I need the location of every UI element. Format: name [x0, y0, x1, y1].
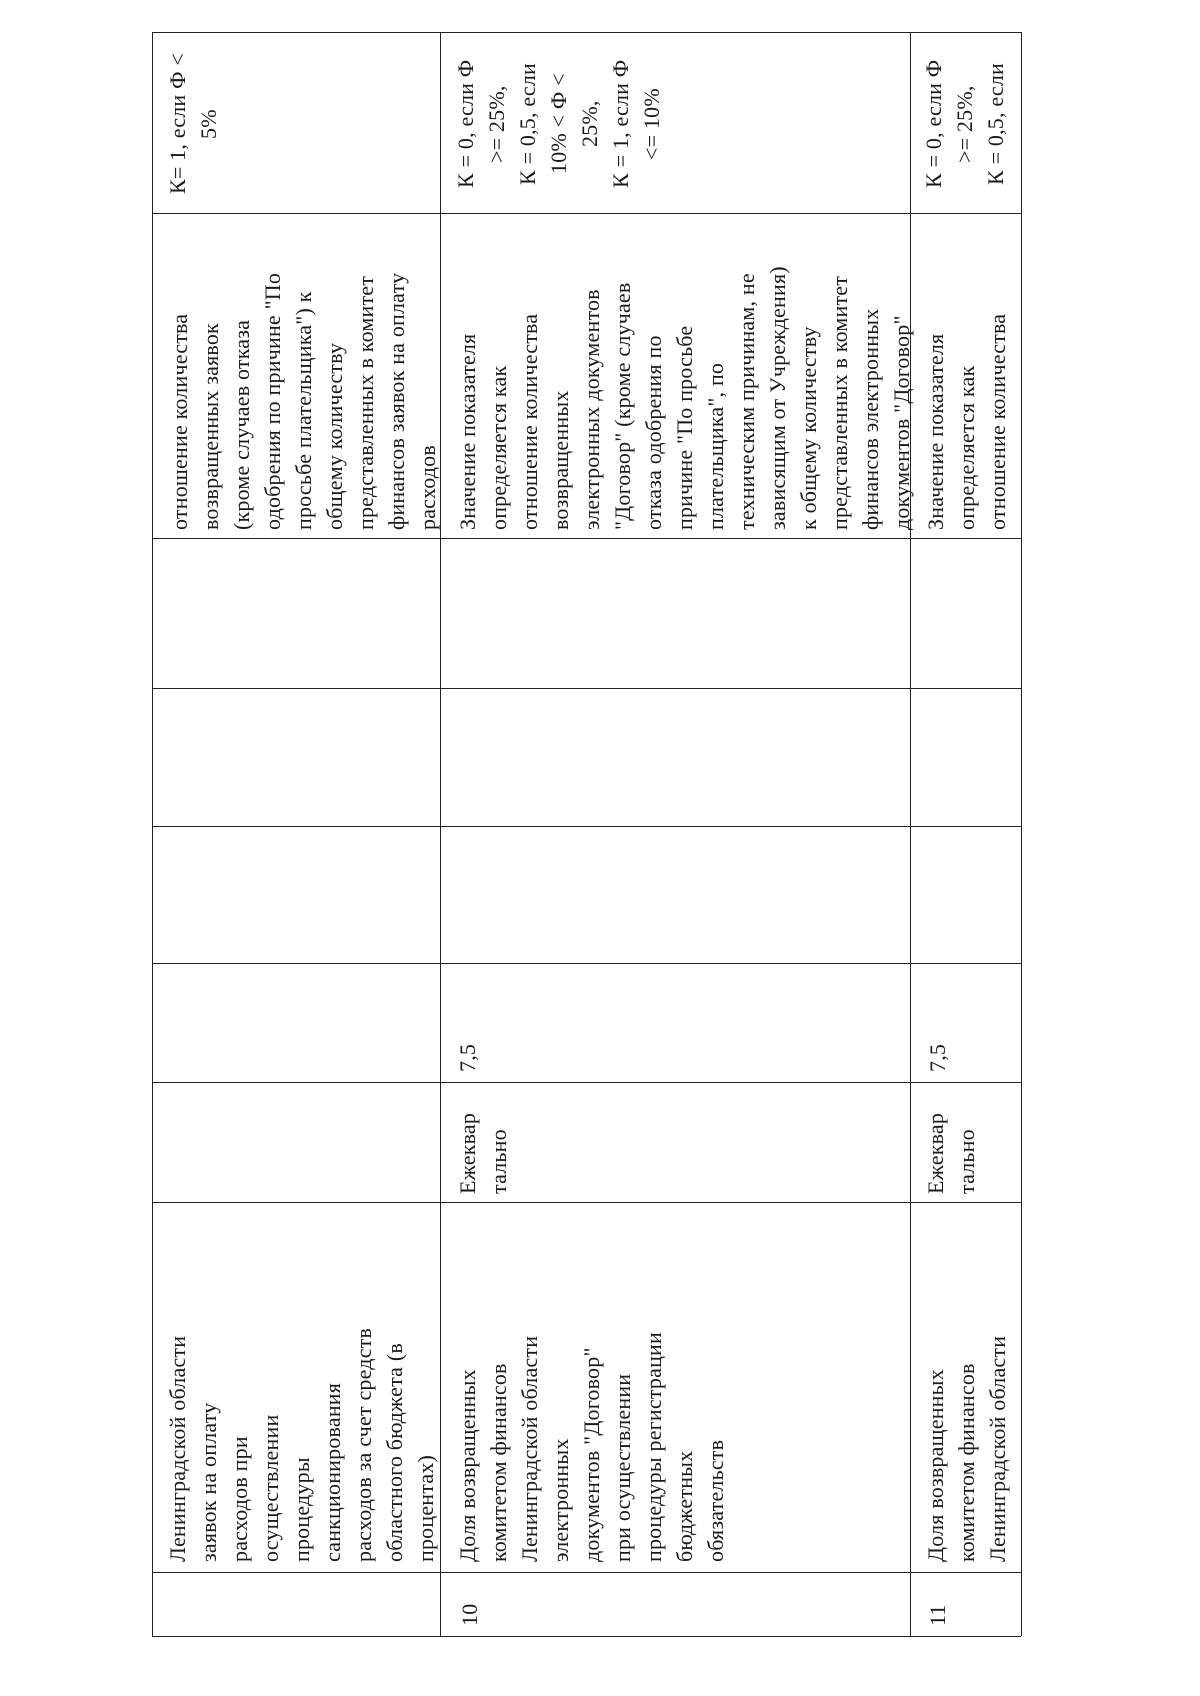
- formula-cell: К= 1, если Ф < 5%: [165, 53, 221, 195]
- weight-cell: 7,5: [455, 1043, 480, 1072]
- indicator-cell: Доля возвращенных комитетом финансов Ленинградской области электронных документов "Договор" при осуществлении процедуры регистрации бюджетных обязательств: [455, 1332, 728, 1562]
- formula-cell: К = 0, если Ф >= 25%, К = 0,5, если: [921, 59, 1008, 189]
- table-row: [152, 32, 440, 213]
- table-row: [910, 1572, 1021, 1636]
- table-row: [440, 1082, 910, 1202]
- table-row: [440, 213, 914, 538]
- method-cell: Значение показателя определяется как отношение количества возвращенных электронных документов "Договор" (кроме случаев отказа одобрения по причине "По просьбе плательщика", по техническим причинам, не зависящим от Учреждения) к общему количеству представленных в комитет финансов электронных документов "Договор": [455, 266, 914, 530]
- table-row: [440, 1202, 910, 1572]
- row-number: 10: [457, 1603, 482, 1626]
- column-divider: [152, 538, 1021, 539]
- table-row: [440, 1572, 910, 1636]
- indicator-cell: Ленинградской области заявок на оплату расходов при осуществлении процедуры санкционирования расходов за счет средств областного бюджета (в процентах): [165, 1327, 438, 1562]
- frequency-cell: Ежеквар тально: [455, 1112, 511, 1194]
- table-row: [152, 213, 440, 538]
- formula-cell: К = 0, если Ф >= 25%, К = 0,5, если 10% < Ф < 25%, К = 1, если Ф <= 10%: [453, 59, 664, 189]
- table-row: [440, 32, 910, 213]
- table-border-bottom: [152, 1636, 1021, 1637]
- weight-cell: 7,5: [925, 1043, 950, 1072]
- table-row: [910, 213, 1021, 538]
- column-divider: [152, 688, 1021, 689]
- row-number: 11: [925, 1604, 950, 1626]
- indicator-cell: Доля возвращенных комитетом финансов Ленинградской области: [923, 1335, 1010, 1562]
- table-border-right: [1021, 32, 1022, 1636]
- table-row: [440, 963, 910, 1082]
- table-row: [910, 1202, 1021, 1572]
- frequency-cell: Ежеквар тально: [923, 1112, 979, 1194]
- column-divider: [152, 826, 1021, 827]
- table-row: [152, 1202, 440, 1572]
- method-cell: отношение количества возвращенных заявок (кроме случаев отказа одобрения по причине "По просьбе плательщика") к общему количеству представленных в комитет финансов заявок на оплату расходов: [167, 272, 440, 530]
- table-row: [910, 32, 1021, 213]
- table-row: [910, 1082, 1021, 1202]
- method-cell: Значение показателя определяется как отношение количества: [923, 313, 1010, 530]
- table-row: [910, 963, 1021, 1082]
